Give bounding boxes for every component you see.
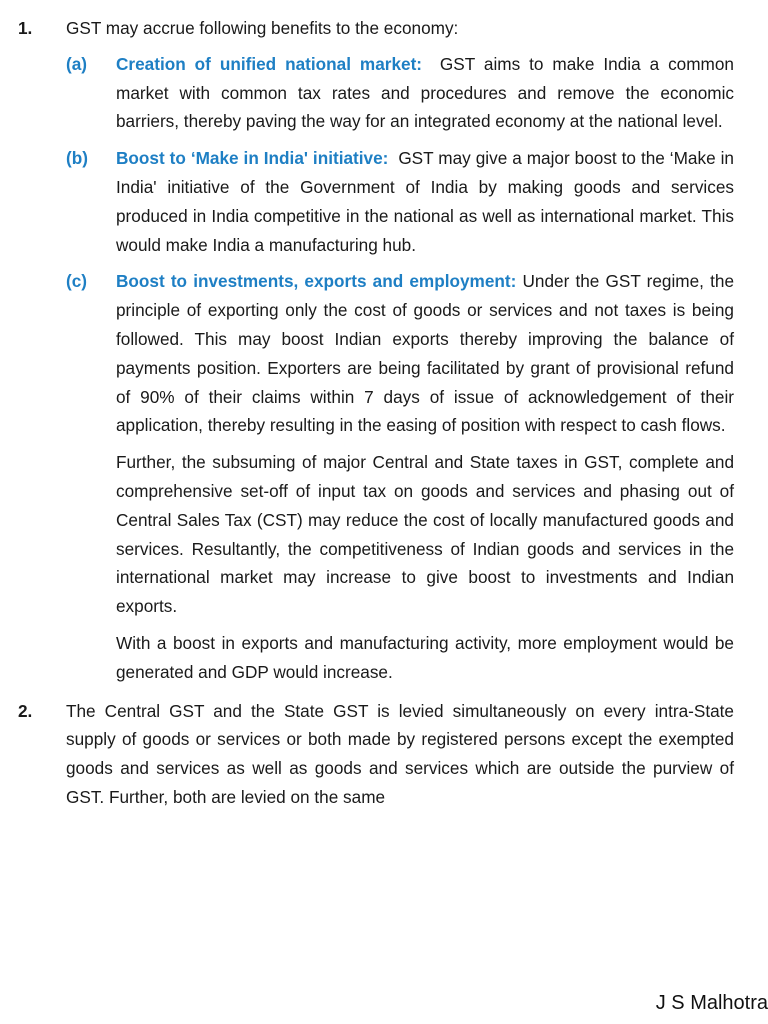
sub-item-body: GST aims to make India a common market with common tax rates and procedures and remove the economic barriers, thereby paving the way for an integrated economy at the national level. xyxy=(116,53,734,132)
question-number: 2. xyxy=(18,700,33,721)
paragraph: Further, the subsuming of major Central and State taxes in GST, complete and comprehensive set-off of input tax on goods and services and phasing out of Central Sales Tax (CST) may reduce the cost of locally manufactured goods and services. Resultantly, the competitiveness of Indian goods and services in the international market may increase to give boost to investments and Indian exports. xyxy=(116,452,734,617)
question-body xyxy=(66,14,734,687)
question-text: The Central GST and the State GST is levied simultaneously on every intra-State supply of goods or services or both made by registered persons except the exempted goods and services as well as goods and services which are outside the purview of GST. Further, both are levied on the same xyxy=(66,700,734,807)
document-page xyxy=(0,14,768,812)
sub-item-b xyxy=(66,144,734,259)
sub-item-heading: Boost to ‘Make in India' initiative: xyxy=(116,148,389,169)
sub-item-c xyxy=(66,267,734,440)
sub-item-text xyxy=(116,144,734,259)
sub-item-body: Under the GST regime, the principle of exporting only the cost of goods or services and not taxes is being followed. This may boost Indian exports thereby improving the balance of payments position. Exporters are being facilitated by grant of provisional refund of 90% of their claims within 7 days of issue of acknowledgement of their application, thereby resulting in the easing of position with respect to cash flows. xyxy=(116,271,734,436)
sub-item-label: (a) xyxy=(66,53,88,74)
sub-item-label: (b) xyxy=(66,148,88,169)
sub-item-text xyxy=(116,267,734,440)
question-body xyxy=(66,697,734,812)
sub-item-text xyxy=(116,50,734,136)
question-intro: GST may accrue following benefits to the economy: xyxy=(66,18,459,38)
sub-item-heading: Creation of unified national market: xyxy=(116,53,423,74)
author-watermark: J S Malhotra xyxy=(655,992,768,1015)
sub-item-body: GST may give a major boost to the ‘Make in India' initiative of the Government of India by making goods and services produced in India competitive in the national as well as international market. This would make India a manufacturing hub. xyxy=(116,148,734,255)
paragraph: With a boost in exports and manufacturing activity, more employment would be generated and GDP would increase. xyxy=(116,632,734,682)
question-2 xyxy=(0,697,768,812)
question-number: 1. xyxy=(18,18,33,38)
sub-item-label: (c) xyxy=(66,271,88,292)
question-1 xyxy=(0,14,768,687)
sub-item-a xyxy=(66,50,734,136)
sub-item-heading: Boost to investments, exports and employment: xyxy=(116,271,517,292)
